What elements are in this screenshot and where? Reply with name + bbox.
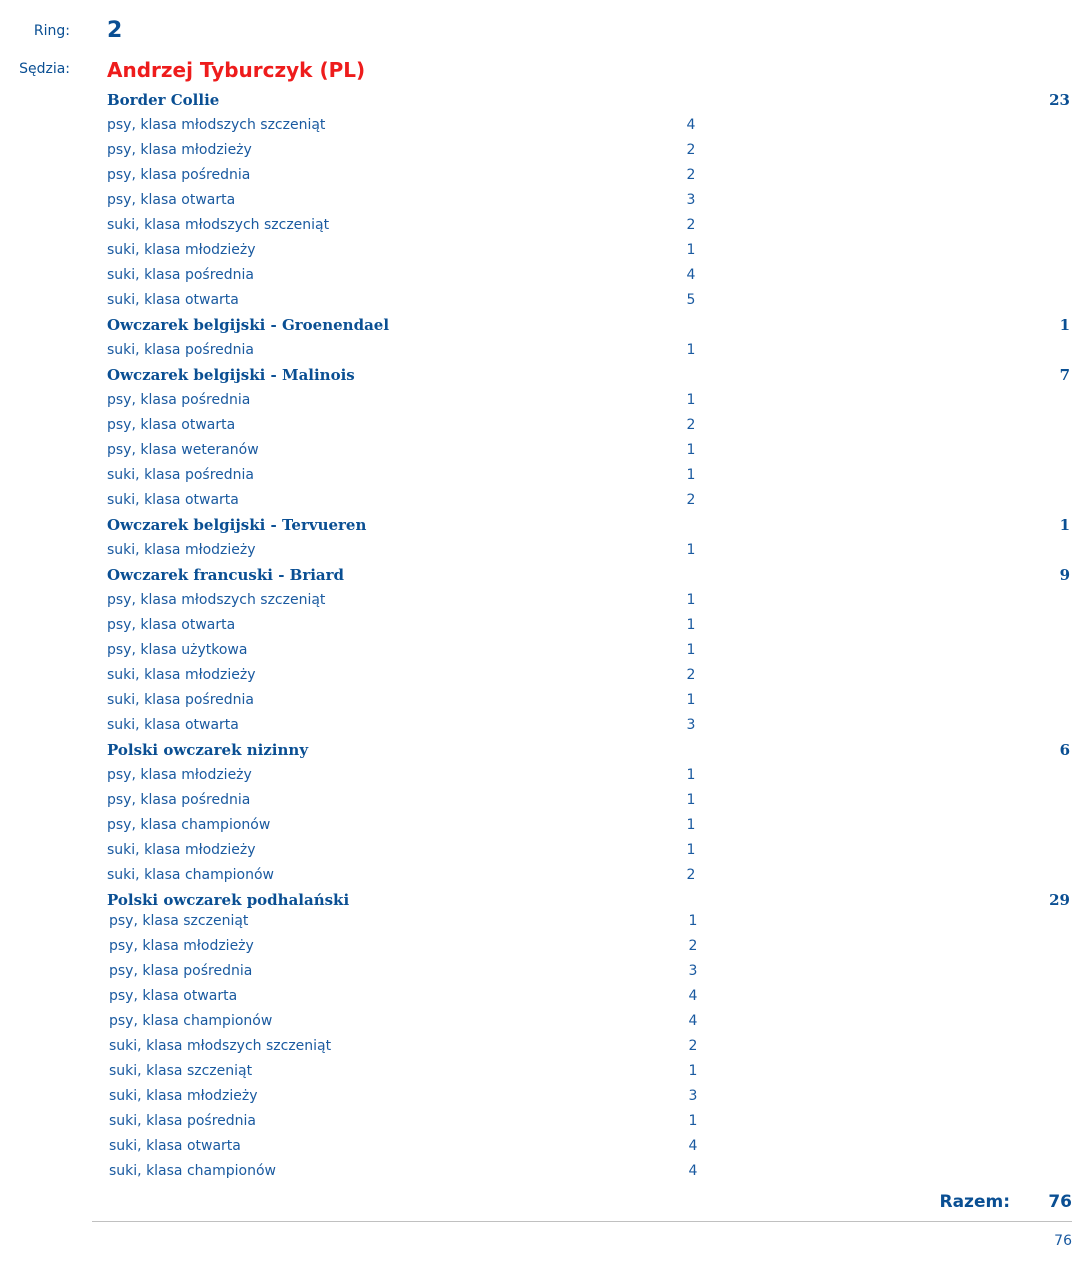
class-count: 3 [688, 963, 698, 979]
class-count: 1 [686, 817, 696, 833]
breed-name: Border Collie [107, 91, 220, 109]
class-label: suki, klasa pośrednia [107, 467, 254, 483]
class-count: 2 [686, 492, 696, 508]
class-count: 1 [686, 592, 696, 608]
class-count: 1 [686, 342, 696, 358]
class-count: 4 [686, 117, 696, 133]
class-label: suki, klasa pośrednia [107, 342, 254, 358]
class-label: psy, klasa otwarta [107, 192, 236, 208]
class-count: 1 [686, 542, 696, 558]
class-label: suki, klasa pośrednia [107, 692, 254, 708]
class-label: psy, klasa użytkowa [107, 642, 248, 658]
class-count: 3 [686, 717, 696, 733]
ring-label: Ring: [33, 23, 70, 39]
class-count: 1 [686, 467, 696, 483]
class-count: 1 [686, 767, 696, 783]
class-count: 2 [686, 167, 696, 183]
class-label: psy, klasa otwarta [107, 417, 236, 433]
breed-name: Owczarek belgijski - Malinois [107, 366, 355, 384]
class-label: psy, klasa pośrednia [107, 167, 251, 183]
class-count: 2 [688, 938, 698, 954]
class-count: 1 [688, 1063, 698, 1079]
breed-name: Owczarek belgijski - Tervueren [107, 516, 367, 534]
class-label: suki, klasa młodzieży [107, 542, 256, 558]
breed-total: 29 [1049, 891, 1070, 909]
ring-number: 2 [107, 18, 123, 43]
class-label: psy, klasa pośrednia [107, 392, 251, 408]
class-count: 3 [686, 192, 696, 208]
total-value: 76 [1048, 1192, 1072, 1212]
breed-name: Owczarek belgijski - Groenendael [107, 316, 390, 334]
class-label: suki, klasa championów [109, 1163, 276, 1179]
class-label: psy, klasa młodzieży [107, 767, 252, 783]
class-count: 2 [686, 142, 696, 158]
class-label: suki, klasa pośrednia [109, 1113, 256, 1129]
class-count: 2 [686, 217, 696, 233]
class-label: suki, klasa młodzieży [109, 1088, 258, 1104]
footer-divider [92, 1221, 1072, 1222]
breed-name: Owczarek francuski - Briard [107, 566, 345, 584]
class-label: suki, klasa młodzieży [107, 842, 256, 858]
class-count: 2 [688, 1038, 698, 1054]
class-count: 1 [686, 617, 696, 633]
breed-name: Polski owczarek nizinny [107, 741, 309, 759]
class-label: psy, klasa championów [107, 817, 271, 833]
class-label: suki, klasa młodzieży [107, 667, 256, 683]
class-label: suki, klasa otwarta [109, 1138, 241, 1154]
class-label: psy, klasa otwarta [107, 617, 236, 633]
class-label: psy, klasa młodzieży [109, 938, 254, 954]
class-count: 1 [686, 242, 696, 258]
total-label: Razem: [939, 1192, 1010, 1212]
class-count: 2 [686, 867, 696, 883]
breed-total: 1 [1059, 516, 1070, 534]
class-label: suki, klasa młodszych szczeniąt [107, 217, 330, 233]
class-label: psy, klasa młodszych szczeniąt [107, 592, 326, 608]
class-count: 5 [686, 292, 696, 308]
class-count: 1 [686, 842, 696, 858]
class-label: suki, klasa otwarta [107, 292, 239, 308]
class-label: suki, klasa otwarta [107, 492, 239, 508]
class-count: 1 [686, 442, 696, 458]
class-count: 1 [686, 792, 696, 808]
breed-name: Polski owczarek podhalański [107, 891, 350, 909]
class-count: 4 [688, 1138, 698, 1154]
judge-label: Sędzia: [19, 61, 70, 77]
class-count: 1 [686, 392, 696, 408]
class-count: 2 [686, 417, 696, 433]
page-number: 76 [1054, 1233, 1072, 1249]
class-count: 4 [688, 1163, 698, 1179]
class-label: suki, klasa szczeniąt [109, 1063, 253, 1079]
breed-total: 6 [1059, 741, 1070, 759]
class-label: psy, klasa pośrednia [109, 963, 253, 979]
class-count: 4 [686, 267, 696, 283]
class-label: suki, klasa młodzieży [107, 242, 256, 258]
class-label: psy, klasa młodzieży [107, 142, 252, 158]
class-label: suki, klasa otwarta [107, 717, 239, 733]
class-count: 1 [686, 692, 696, 708]
class-label: suki, klasa pośrednia [107, 267, 254, 283]
class-count: 1 [686, 642, 696, 658]
class-count: 2 [686, 667, 696, 683]
breed-total: 23 [1049, 91, 1070, 109]
judge-name: Andrzej Tyburczyk (PL) [107, 58, 366, 82]
class-label: suki, klasa młodszych szczeniąt [109, 1038, 332, 1054]
class-label: psy, klasa weteranów [107, 442, 259, 458]
breed-total: 1 [1059, 316, 1070, 334]
class-label: psy, klasa championów [109, 1013, 273, 1029]
breed-total: 9 [1059, 566, 1070, 584]
class-label: psy, klasa młodszych szczeniąt [107, 117, 326, 133]
class-count: 4 [688, 1013, 698, 1029]
class-label: suki, klasa championów [107, 867, 274, 883]
class-label: psy, klasa otwarta [109, 988, 238, 1004]
class-label: psy, klasa pośrednia [107, 792, 251, 808]
class-label: psy, klasa szczeniąt [109, 913, 249, 929]
class-count: 4 [688, 988, 698, 1004]
class-count: 3 [688, 1088, 698, 1104]
class-count: 1 [688, 1113, 698, 1129]
breed-total: 7 [1059, 366, 1070, 384]
class-count: 1 [688, 913, 698, 929]
